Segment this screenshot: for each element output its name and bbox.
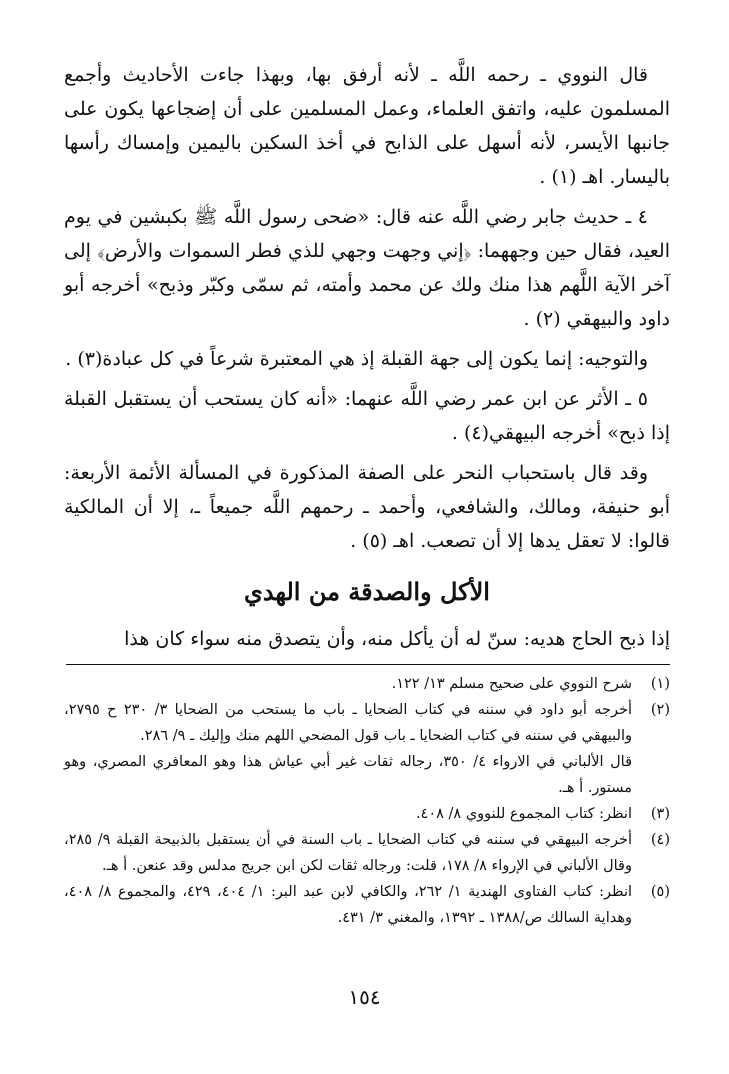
paragraph-athar-ibn-umar: ٥ ـ الأثر عن ابن عمر رضي اللَّه عنهما: «أنه كان يستحب أن يستقبل القبلة إذا ذبح» أخرجه البيهقي(٤) . (64, 388, 670, 444)
footnote-number: (٥) (650, 884, 670, 900)
footnotes (64, 671, 670, 931)
paragraph-imams: وقد قال باستحباب النحر على الصفة المذكورة في المسألة الأئمة الأربعة: أبو حنيفة، ومالك، والشافعي، وأحمد ـ رحمهم اللَّه جميعاً ـ، إلا أن المالكية قالوا: لا تعقل يدها إلا أن تصعب. اهـ (٥) . (64, 462, 670, 552)
footnote-text: شرح النووي على صحيح مسلم ١٣/ ١٢٢. (391, 676, 632, 692)
footnote-1 (64, 671, 670, 697)
page-content (64, 58, 670, 931)
footnote-text: انظر: كتاب المجموع للنووي ٨/ ٤٠٨. (415, 806, 632, 822)
paragraph-nawawi: قال النووي ـ رحمه اللَّه ـ لأنه أرفق بها، وبهذا جاءت الأحاديث وأجمع المسلمون عليه، واتفق العلماء، وعمل المسلمين على أن إضجاعها يكون على جانبها الأيسر، لأنه أسهل على الذابح في أخذ السكين باليمين وإمساك رأسها باليسار. اهـ (١) . (64, 64, 670, 188)
footnote-2-continuation: قال الألباني في الارواء ٤/ ٣٥٠، رجاله ثقات غير أبي عياش هذا وهو المعافري المصري، وهو مستور. أ هـ. (64, 754, 633, 796)
footnote-text: انظر: كتاب الفتاوى الهندية ١/ ٢٦٢، والكافي لابن عبد البر: ١/ ٤٠٤، ٤٢٩، والمجموع ٨/ ٤٠٨، وهداية السالك ص/١٣٨٨ ـ ١٣٩٢، والمغني ٣/ ٤٣١. (64, 884, 633, 926)
footnote-4 (64, 827, 670, 879)
section-heading: الأكل والصدقة من الهدي (244, 577, 490, 606)
paragraph-tawjih: والتوجيه: إنما يكون إلى جهة القبلة إذ هي المعتبرة شرعاً في كل عبادة(٣) . (65, 348, 648, 370)
footnote-text: أخرجه البيهقي في سننه في كتاب الضحايا ـ باب السنة في أن يستقبل بالذبيحة القبلة ٩/ ٢٨٥، وقال الألباني في الإرواء ٨/ ١٧٨، قلت: ورجاله ثقات لكن ابن جريج مدلس وقد عنعن. أ هـ. (64, 832, 632, 874)
footnote-number: (٢) (650, 702, 670, 718)
footnote-3 (64, 801, 670, 827)
footnote-divider (66, 664, 670, 665)
footnote-number: (٤) (650, 832, 670, 848)
paragraph-last: إذا ذبح الحاج هديه: سنّ له أن يأكل منه، وأن يتصدق منه سواء كان هذا (124, 628, 670, 650)
footnote-2 (64, 697, 670, 749)
page-number: ١٥٤ (348, 985, 381, 1009)
footnote-number: (٣) (650, 806, 670, 822)
footnote-text: أخرجه أبو داود في سننه في كتاب الضحايا ـ باب ما يستحب من الضحايا ٣/ ٢٣٠ ح ٢٧٩٥، والبيهقي في سننه في كتاب الضحايا ـ باب قول المضحي اللهم منك وإليك ـ ٩/ ٢٨٦. (64, 702, 632, 744)
footnote-5 (64, 879, 670, 931)
paragraph-hadith-jabir: ٤ ـ حديث جابر رضي اللَّه عنه قال: «ضحى رسول اللَّه ﷺ بكبشين في يوم العيد، فقال حين وجههما: ﴿إني وجهت وجهي للذي فطر السموات والأرض﴾ إلى آخر الآية اللَّهم هذا منك ولك عن محمد وأمته، ثم سمّى وكبّر وذبح» أخرجه أبو داود والبيهقي (٢) . (64, 206, 670, 330)
footnote-number: (١) (650, 676, 670, 692)
